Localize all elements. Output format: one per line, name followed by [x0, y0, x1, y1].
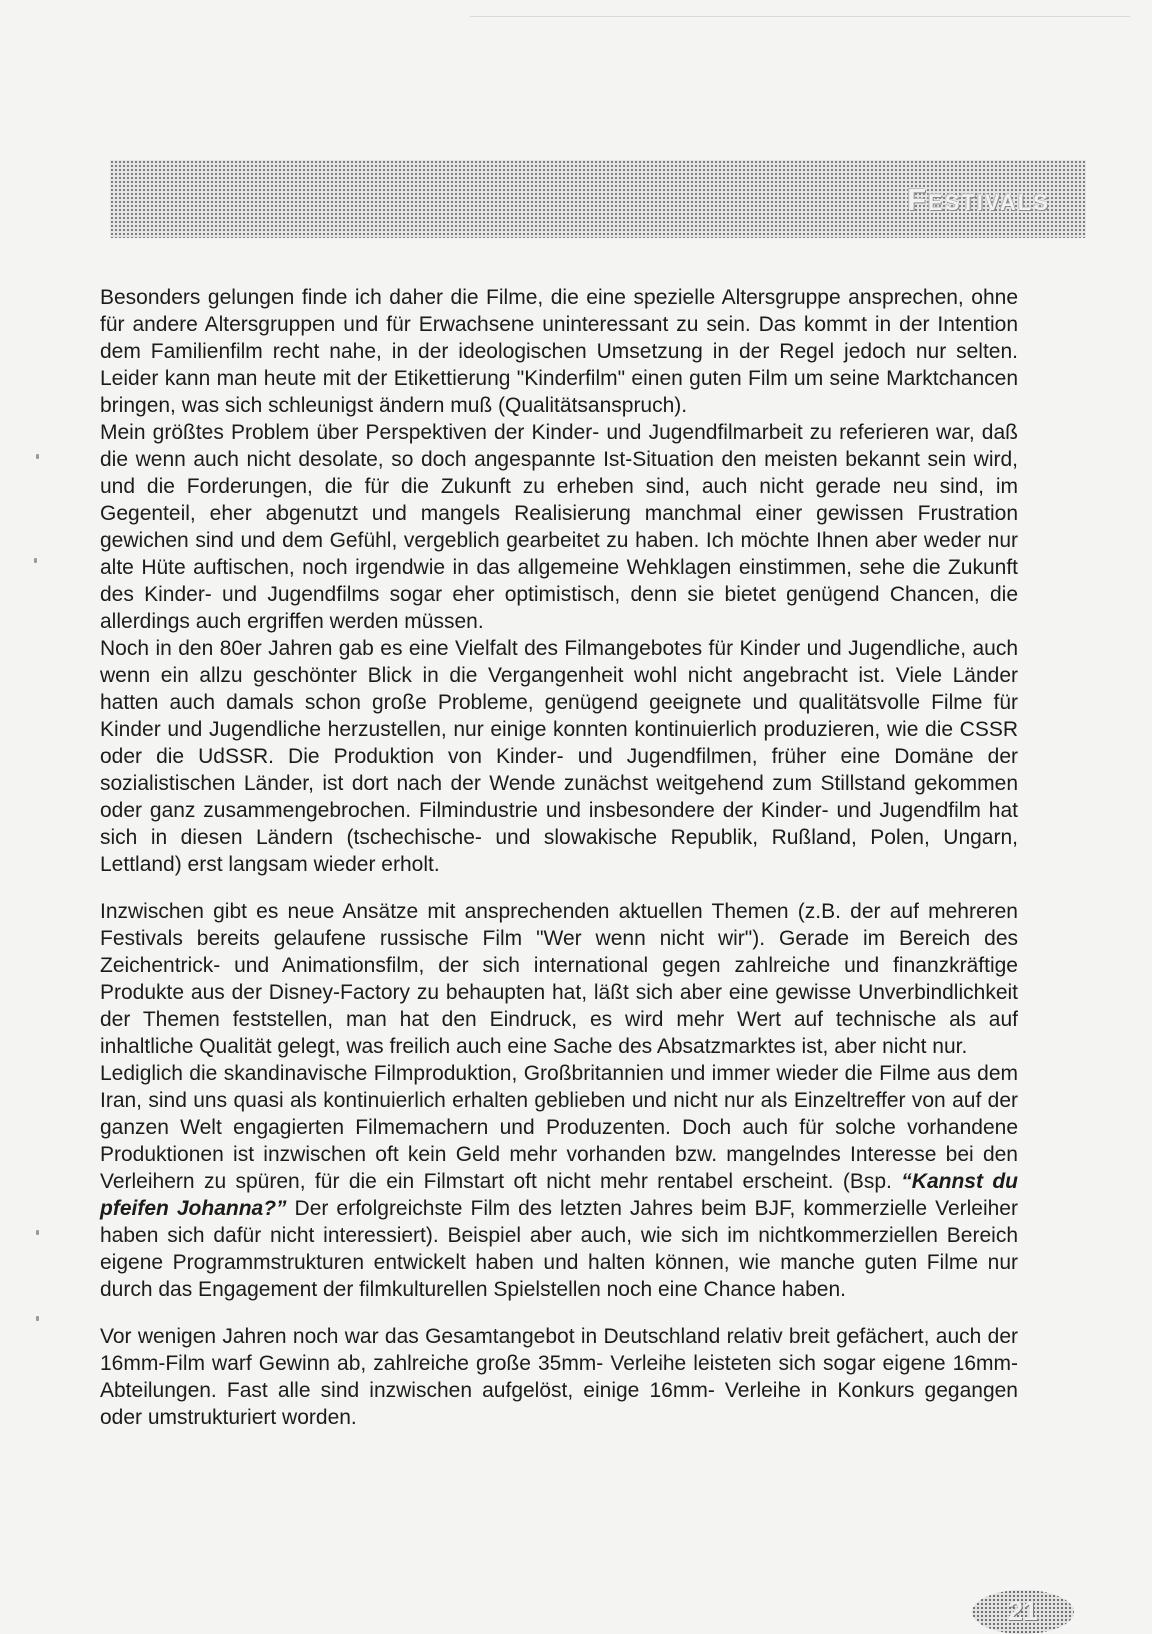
page-number: 21	[1007, 1596, 1039, 1626]
paragraph-text: Der erfolgreichste Film des letzten Jahres beim BJF, kommerzielle Verleiher haben sich dafür nicht interessiert). Beispiel aber auch, wie sich im nichtkommerziellen Bereich eigene Programmstrukturen entwickelt haben und halten können, wie manche guten Filme nur durch das Engagement der filmkulturellen Spielstellen noch eine Chance haben.	[100, 1197, 1018, 1301]
scan-edge-line	[470, 16, 1130, 17]
margin-mark	[36, 454, 39, 459]
paragraph-text: Lediglich die skandinavische Filmproduktion, Großbritannien und immer wieder die Filme aus dem Iran, sind uns quasi als kontinuierlich erhalten geblieben und nicht nur als Einzeltreffer von auf der ganzen Welt engagierten Filmemachern und Produzenten. Doch auch für solche vorhandene Produktionen ist inzwischen oft kein Geld mehr vorhanden bzw. mangelndes Interesse bei den Verleihern zu spüren, für die ein Filmstart oft nicht mehr rentabel erscheint. (Bsp.	[100, 1062, 1018, 1193]
section-label: Festivals	[907, 182, 1050, 217]
film-title: “Kannst du pfeifen Johanna?”	[100, 1170, 1018, 1220]
paragraph: Noch in den 80er Jahren gab es eine Vielfalt des Filmangebotes für Kinder und Jugendliche, auch wenn ein allzu geschönter Blick in die Vergangenheit wohl nicht angebracht ist. Viele Länder hatten auch damals schon große Probleme, genügend geeignete und qualitätsvolle Filme für Kinder und Jugendliche herzustellen, nur einige konnten kontinuierlich produzieren, wie die CSSR oder die UdSSR. Die Produktion von Kinder- und Jugendfilmen, früher eine Domäne der sozialistischen Länder, ist dort nach der Wende zunächst weitgehend zum Stillstand gekommen oder ganz zusammengebrochen. Filmindustrie und insbesondere der Kinder- und Jugendfilm hat sich in diesen Ländern (tschechische- und slowakische Republik, Rußland, Polen, Ungarn, Lettland) erst langsam wieder erholt.	[100, 637, 1018, 876]
page-number-badge	[972, 1590, 1074, 1634]
paragraph	[100, 1060, 1018, 1303]
margin-mark	[36, 1316, 39, 1321]
paragraph: Inzwischen gibt es neue Ansätze mit ansprechenden aktuellen Themen (z.B. der auf mehreren Festivals bereits gelaufene russische Film "Wer wenn nicht wir"). Gerade im Bereich des Zeichentrick- und Animationsfilm, der sich international gegen zahlreiche und finanzkräftige Produkte aus der Disney-Factory zu behaupten hat, läßt sich aber eine gewisse Unverbindlichkeit der Themen feststellen, man hat den Eindruck, es wird mehr Wert auf technische als auf inhaltliche Qualität gelegt, was freilich auch eine Sache des Absatzmarktes ist, aber nicht nur.	[100, 900, 1018, 1058]
paragraph: Besonders gelungen finde ich daher die Filme, die eine spezielle Altersgruppe ansprechen, ohne für andere Altersgruppen und für Erwachsene uninteressant zu sein. Das kommt in der Intention dem Familienfilm recht nahe, in der ideologischen Umsetzung in der Regel jedoch nur selten. Leider kann man heute mit der Etikettierung "Kinderfilm" einen guten Film um seine Marktchancen bringen, was sich schleunigst ändern muß (Qualitätsanspruch).	[100, 286, 1018, 417]
paragraph: Mein größtes Problem über Perspektiven der Kinder- und Jugendfilmarbeit zu referieren war, daß die wenn auch nicht desolate, so doch angespannte Ist-Situation den meisten bekannt sein wird, und die Forderungen, die für die Zukunft zu erheben sind, auch nicht gerade neu sind, im Gegenteil, eher abgenutzt und mangels Realisierung manchmal einer gewissen Frustration gewichen sind und dem Gefühl, vergeblich gearbeitet zu haben. Ich möchte Ihnen aber weder nur alte Hüte auftischen, noch irgendwie in das allgemeine Wehklagen einstimmen, sehe die Zukunft des Kinder- und Jugendfilms sogar eher optimistisch, denn sie bietet genügend Chancen, die allerdings auch ergriffen werden müssen.	[100, 421, 1018, 633]
article-body	[100, 284, 1018, 1431]
margin-mark	[36, 1230, 39, 1235]
margin-mark	[34, 558, 37, 563]
section-header-band	[110, 160, 1086, 238]
paragraph: Vor wenigen Jahren noch war das Gesamtangebot in Deutschland relativ breit gefächert, auch der 16mm-Film warf Gewinn ab, zahlreiche große 35mm- Verleihe leisteten sich sogar eigene 16mm-Abteilungen. Fast alle sind inzwischen aufgelöst, einige 16mm- Verleihe in Konkurs gegangen oder umstrukturiert worden.	[100, 1325, 1018, 1429]
